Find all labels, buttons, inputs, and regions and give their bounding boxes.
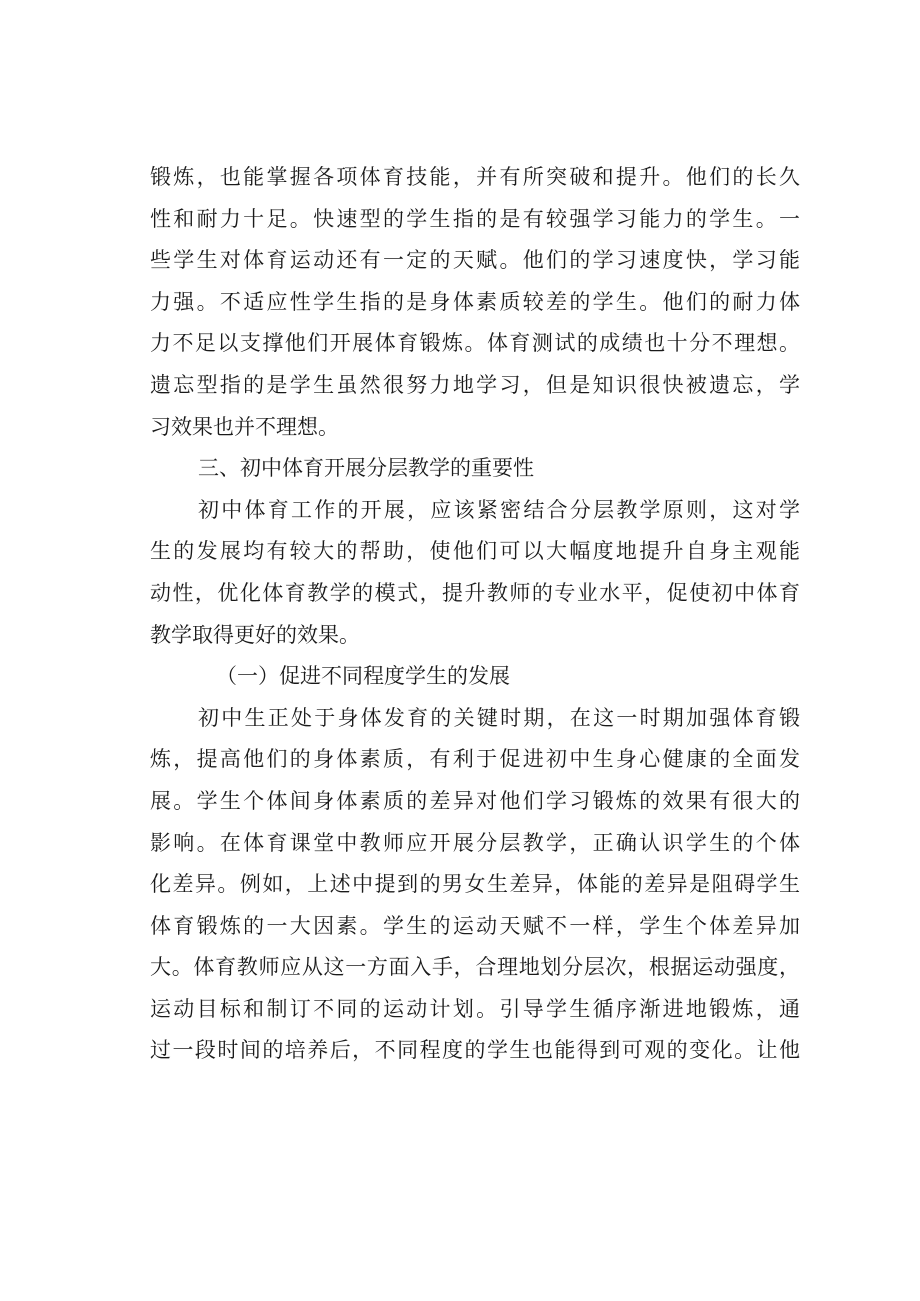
paragraph-line: 习效果也并不理想。 bbox=[150, 414, 339, 439]
section-heading: 三、初中体育开展分层教学的重要性 bbox=[198, 456, 534, 481]
paragraph-line: 力强。不适应性学生指的是身体素质较差的学生。他们的耐力体 bbox=[150, 289, 800, 314]
paragraph-line: 性和耐力十足。快速型的学生指的是有较强学习能力的学生。一 bbox=[150, 206, 800, 231]
paragraph-line: 大。体育教师应从这一方面入手，合理地划分层次，根据运动强度， bbox=[150, 955, 800, 980]
paragraph-line: 力不足以支撑他们开展体育锻炼。体育测试的成绩也十分不理想。 bbox=[150, 331, 800, 356]
paragraph-line: 教学取得更好的效果。 bbox=[150, 622, 360, 647]
paragraph-line: 影响。在体育课堂中教师应开展分层教学，正确认识学生的个体 bbox=[150, 830, 800, 855]
paragraph-line: 过一段时间的培养后，不同程度的学生也能得到可观的变化。让他 bbox=[150, 1038, 800, 1063]
paragraph-line: 初中生正处于身体发育的关键时期，在这一时期加强体育锻 bbox=[198, 705, 800, 730]
paragraph-line: 展。学生个体间身体素质的差异对他们学习锻炼的效果有很大的 bbox=[150, 788, 800, 813]
paragraph-line: 生的发展均有较大的帮助，使他们可以大幅度地提升自身主观能 bbox=[150, 539, 800, 564]
paragraph-line: 动性，优化体育教学的模式，提升教师的专业水平，促使初中体育 bbox=[150, 580, 800, 605]
paragraph-line: 遗忘型指的是学生虽然很努力地学习，但是知识很快被遗忘，学 bbox=[150, 372, 800, 397]
document-body bbox=[150, 157, 800, 1072]
paragraph-line: 体育锻炼的一大因素。学生的运动天赋不一样，学生个体差异加 bbox=[150, 913, 800, 938]
paragraph-line: 炼，提高他们的身体素质，有利于促进初中生身心健康的全面发 bbox=[150, 747, 800, 772]
paragraph-line: 化差异。例如，上述中提到的男女生差异，体能的差异是阻碍学生 bbox=[150, 872, 800, 897]
paragraph-line: 锻炼，也能掌握各项体育技能，并有所突破和提升。他们的长久 bbox=[150, 165, 800, 189]
paragraph-line: 运动目标和制订不同的运动计划。引导学生循序渐进地锻炼，通 bbox=[150, 996, 800, 1021]
paragraph-line: 些学生对体育运动还有一定的天赋。他们的学习速度快，学习能 bbox=[150, 248, 800, 273]
paragraph-line: 初中体育工作的开展，应该紧密结合分层教学原则，这对学 bbox=[198, 497, 800, 522]
subsection-heading: （一）促进不同程度学生的发展 bbox=[216, 664, 510, 689]
